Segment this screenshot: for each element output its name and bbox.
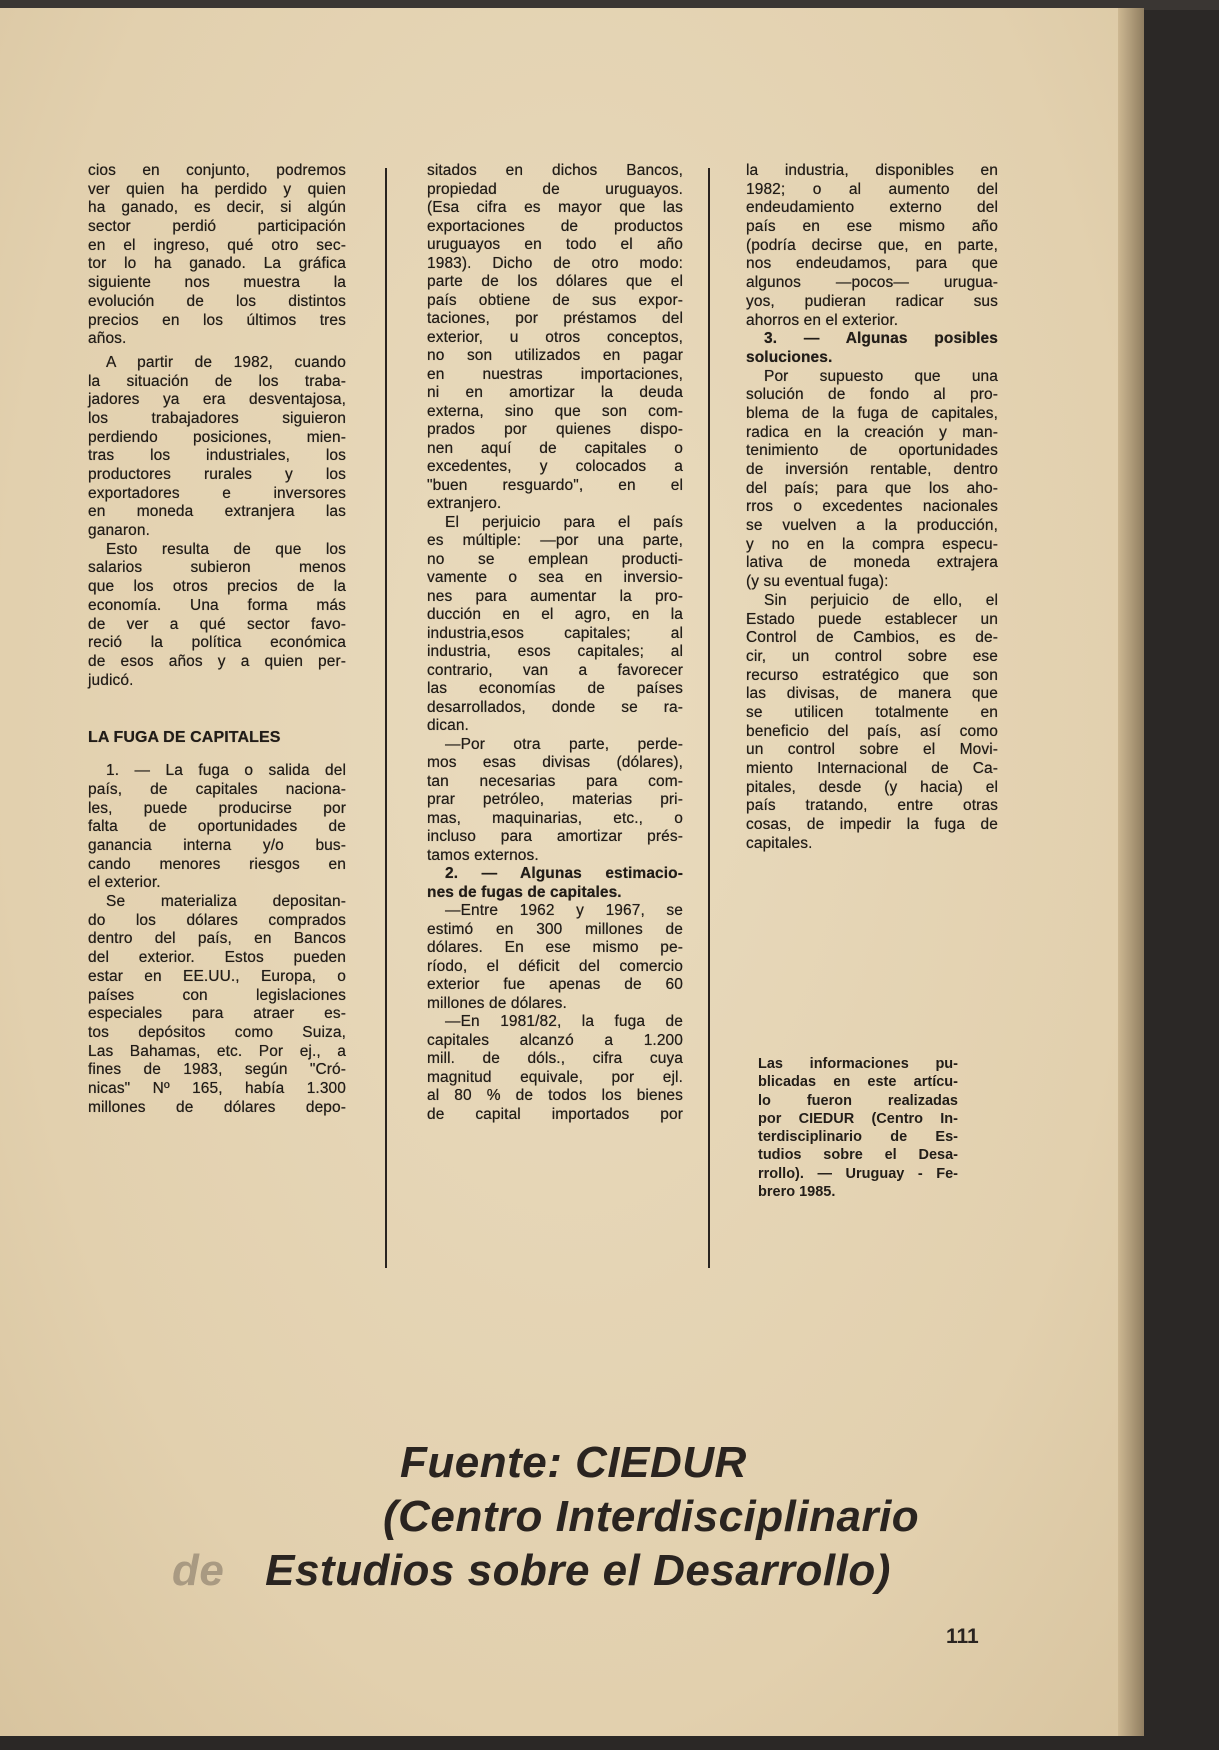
note-line: brero 1985. — [758, 1184, 836, 1201]
paragraph — [427, 902, 683, 1013]
text-line: exportaciones de productos — [427, 217, 683, 235]
text-line: A partir de 1982, cuando — [106, 353, 346, 371]
text-line: dólares. En ese mismo pe- — [427, 939, 683, 956]
text-line: evolución de los distintos — [88, 292, 346, 310]
text-line: pitales, desde (y hacia) el — [746, 778, 998, 796]
paragraph — [88, 893, 346, 1117]
footer-line3-text: Estudios sobre el Desarrollo) — [265, 1546, 891, 1595]
text-line: vamente o sea en inversio- — [427, 569, 683, 586]
text-line: Las Bahamas, etc. Por ej., a — [88, 1042, 346, 1060]
column-divider — [385, 168, 387, 1268]
text-line: exterior fue apenas de 60 — [427, 976, 683, 993]
text-line: país tratando, entre otras — [746, 797, 998, 815]
paragraph — [427, 736, 683, 866]
text-line: las divisas, de manera que — [746, 685, 998, 703]
note-line: Las informaciones pu- — [758, 1056, 958, 1072]
text-line: ahorros en el exterior. — [746, 311, 899, 329]
text-line: millones de dólares. — [427, 994, 567, 1012]
text-line: prar petróleo, materias pri- — [427, 791, 683, 808]
text-line: contrario, van a favorecer — [427, 661, 683, 679]
text-line: el exterior. — [88, 874, 161, 892]
note-line: por CIEDUR (Centro In- — [758, 1110, 958, 1127]
note-line: lo fueron realizadas — [758, 1092, 958, 1109]
text-line: jadores ya era desventajosa, — [88, 391, 346, 409]
text-line: endeudamiento externo del — [746, 199, 998, 217]
text-line: soluciones. — [746, 348, 833, 366]
paragraph — [746, 368, 998, 592]
text-line: estimó en 300 millones de — [427, 920, 683, 938]
paragraph — [427, 1013, 683, 1124]
text-line: extranjero. — [427, 495, 502, 512]
text-line: se utilicen totalmente en — [746, 703, 998, 721]
text-line: algunos —pocos— urugua- — [746, 274, 998, 292]
page-number: 111 — [946, 1625, 979, 1648]
text-line: exterior, u otros conceptos, — [427, 328, 683, 346]
text-line: ver quien ha perdido y quien — [88, 180, 346, 198]
text-line: productores rurales y los — [88, 466, 346, 483]
text-line: mas, maquinarias, etc., o — [427, 809, 683, 827]
text-line: (podría decirse que, en parte, — [746, 236, 998, 254]
paragraph — [746, 162, 998, 330]
text-line: los trabajadores siguieron — [88, 409, 346, 427]
article-column-1 — [88, 162, 346, 1117]
text-line: dentro del país, en Bancos — [88, 930, 346, 948]
text-line: y no en la compra especu- — [746, 535, 998, 553]
text-line: ducción en el agro, en la — [427, 606, 683, 623]
text-line: desarrollados, donde se ra- — [427, 698, 683, 716]
text-line: rros o excedentes nacionales — [746, 498, 998, 516]
text-line: país obtiene de sus expor- — [427, 291, 683, 309]
text-line: se vuelven a la producción, — [746, 517, 998, 535]
text-line: Estado puede establecer un — [746, 610, 998, 628]
text-line: dican. — [427, 717, 469, 734]
text-line: —En 1981/82, la fuga de — [445, 1013, 683, 1030]
text-line: de capital importados por — [427, 1105, 683, 1123]
text-line: cosas, de impedir la fuga de — [746, 816, 998, 834]
text-line: mos esas divisas (dólares), — [427, 754, 683, 771]
text-line: judicó. — [88, 671, 134, 689]
text-line: mill. de dóls., cifra cuya — [427, 1050, 683, 1067]
text-line: 1982; o al aumento del — [746, 180, 998, 198]
text-line: cando menores riesgos en — [88, 855, 346, 873]
paragraph — [88, 762, 346, 893]
text-line: nicas" Nº 165, había 1.300 — [88, 1079, 346, 1097]
text-line: (Esa cifra es mayor que las — [427, 199, 683, 216]
text-line: yos, pudieran radicar sus — [746, 292, 998, 310]
text-line: del país; para que los aho- — [746, 479, 998, 497]
paragraph — [88, 162, 346, 349]
text-line: sector perdió participación — [88, 218, 346, 236]
text-line: de inversión rentable, dentro — [746, 461, 998, 478]
text-line: Sin perjuicio de ello, el — [764, 591, 998, 609]
text-line: reció la política económica — [88, 634, 346, 652]
text-line: al 80 % de todos los bienes — [427, 1087, 683, 1104]
text-line: propiedad de uruguayos. — [427, 180, 683, 198]
text-line: siguiente nos muestra la — [88, 274, 346, 292]
text-line: exportadores e inversores — [88, 484, 346, 502]
footer-line3-prefix: de — [172, 1546, 225, 1595]
text-line: salarios subieron menos — [88, 559, 346, 577]
text-line: tos depósitos como Suiza, — [88, 1023, 346, 1041]
text-line: cir, un control sobre ese — [746, 647, 998, 665]
paragraph — [427, 514, 683, 736]
text-line: les, puede producirse por — [88, 799, 346, 817]
text-line: prados por quienes dispo- — [427, 421, 683, 438]
text-line: ríodo, el déficit del comercio — [427, 957, 683, 975]
text-line: 3. — Algunas posibles — [764, 330, 998, 348]
text-line: país en ese mismo año — [746, 218, 998, 236]
text-line: uruguayos en todo el año — [427, 236, 683, 253]
footer-source-line3 — [172, 1546, 891, 1596]
text-line: capitales. — [746, 834, 813, 852]
text-line: países con legislaciones — [88, 986, 346, 1004]
text-line: Esto resulta de que los — [106, 540, 346, 558]
page-edge — [1118, 8, 1144, 1736]
text-line: no son utilizados en pagar — [427, 347, 683, 364]
text-line: beneficio del país, así como — [746, 722, 998, 740]
text-line: la industria, disponibles en — [746, 162, 998, 179]
paragraph — [427, 865, 683, 902]
text-line: economía. Una forma más — [88, 596, 346, 614]
text-line: solución de fondo al pro- — [746, 386, 998, 404]
text-line: incluso para amortizar prés- — [427, 828, 683, 845]
text-line: especiales para atraer es- — [88, 1005, 346, 1023]
text-line: del exterior. Estos pueden — [88, 949, 346, 967]
text-line: lativa de moneda extrajera — [746, 554, 998, 572]
text-line: nes de fugas de capitales. — [427, 883, 622, 901]
text-line: fines de 1983, según "Cró- — [88, 1061, 346, 1079]
note-line: rrollo). — Uruguay - Fe- — [758, 1165, 958, 1182]
text-line: las economías de países — [427, 680, 683, 697]
text-line: millones de dólares depo- — [88, 1098, 346, 1116]
text-line: tamos externos. — [427, 846, 539, 864]
text-line: capitales alcanzó a 1.200 — [427, 1031, 683, 1049]
paragraph — [746, 330, 998, 367]
text-line: recurso estratégico que son — [746, 666, 998, 684]
column-divider — [708, 168, 710, 1268]
footer-source-title: Fuente: CIEDUR — [400, 1438, 747, 1487]
text-line: falta de oportunidades de — [88, 818, 346, 836]
source-note — [758, 1055, 958, 1201]
text-line: radica en la creación y man- — [746, 423, 998, 441]
text-line: que los otros precios de la — [88, 578, 346, 596]
text-line: El perjuicio para el país — [445, 513, 683, 531]
article-column-3 — [746, 162, 998, 853]
text-line: precios en los últimos tres — [88, 311, 346, 329]
article-column-2 — [427, 162, 683, 1124]
text-line: de esos años y a quien per- — [88, 652, 346, 670]
text-line: miento Internacional de Ca- — [746, 760, 998, 777]
text-line: 2. — Algunas estimacio- — [445, 865, 683, 882]
section-heading: LA FUGA DE CAPITALES — [88, 729, 281, 747]
text-line: tan necesarias para com- — [427, 772, 683, 790]
footer-source-line2: (Centro Interdisciplinario — [383, 1492, 920, 1541]
text-line: nes para aumentar la pro- — [427, 587, 683, 605]
text-line: nen aquí de capitales o — [427, 439, 683, 457]
text-line: no se emplean producti- — [427, 550, 683, 568]
text-line: un control sobre el Movi- — [746, 741, 998, 759]
text-line: la situación de los traba- — [88, 372, 346, 390]
text-line: industria,esos capitales; al — [427, 624, 683, 642]
text-line: ha ganado, es decir, si algún — [88, 199, 346, 217]
note-line: blicadas en este artícu- — [758, 1074, 958, 1091]
text-line: tenimiento de oportunidades — [746, 442, 998, 460]
text-line: ganancia interna y/o bus- — [88, 837, 346, 854]
text-line: "buen resguardo", en el — [427, 476, 683, 494]
text-line: excedentes, y colocados a — [427, 458, 683, 475]
text-line: tor lo ha ganado. La gráfica — [88, 255, 346, 273]
text-line: tras los industriales, los — [88, 447, 346, 465]
text-line: estar en EE.UU., Europa, o — [88, 967, 346, 985]
text-line: de ver a qué sector favo- — [88, 615, 346, 633]
text-line: nos endeudamos, para que — [746, 255, 998, 273]
paragraph — [746, 592, 998, 854]
note-line: tudios sobre el Desa- — [758, 1147, 958, 1164]
note-line: terdisciplinario de Es- — [758, 1129, 958, 1146]
text-line: —Entre 1962 y 1967, se — [445, 902, 683, 919]
text-line: años. — [88, 330, 127, 348]
paragraph — [88, 541, 346, 691]
text-line: cios en conjunto, podremos — [88, 162, 346, 179]
text-line: en nuestras importaciones, — [427, 365, 683, 383]
text-line: 1983). Dicho de otro modo: — [427, 254, 683, 272]
text-line: do los dólares comprados — [88, 911, 346, 929]
text-line: Control de Cambios, es de- — [746, 629, 998, 647]
text-line: perdiendo posiciones, mien- — [88, 428, 346, 446]
paragraph — [427, 162, 683, 514]
text-line: Por supuesto que una — [764, 367, 998, 385]
text-line: sitados en dichos Bancos, — [427, 162, 683, 179]
text-line: externa, sino que son com- — [427, 402, 683, 420]
text-line: (y su eventual fuga): — [746, 573, 889, 591]
text-line: Se materializa depositan- — [106, 893, 346, 911]
text-line: ganaron. — [88, 522, 150, 540]
paragraph — [88, 354, 346, 541]
text-line: 1. — La fuga o salida del — [106, 762, 346, 780]
text-line: —Por otra parte, perde- — [445, 735, 683, 753]
text-line: parte de los dólares que el — [427, 273, 683, 290]
text-line: ni en amortizar la deuda — [427, 384, 683, 401]
text-line: industria, esos capitales; al — [427, 643, 683, 660]
text-line: en moneda extranjera las — [88, 503, 346, 521]
text-line: taciones, por préstamos del — [427, 310, 683, 327]
text-line: es múltiple: —por una parte, — [427, 532, 683, 549]
text-line: en el ingreso, qué otro sec- — [88, 236, 346, 254]
text-line: país, de capitales naciona- — [88, 780, 346, 798]
text-line: blema de la fuga de capitales, — [746, 404, 998, 422]
text-line: magnitud equivale, por ejl. — [427, 1068, 683, 1086]
